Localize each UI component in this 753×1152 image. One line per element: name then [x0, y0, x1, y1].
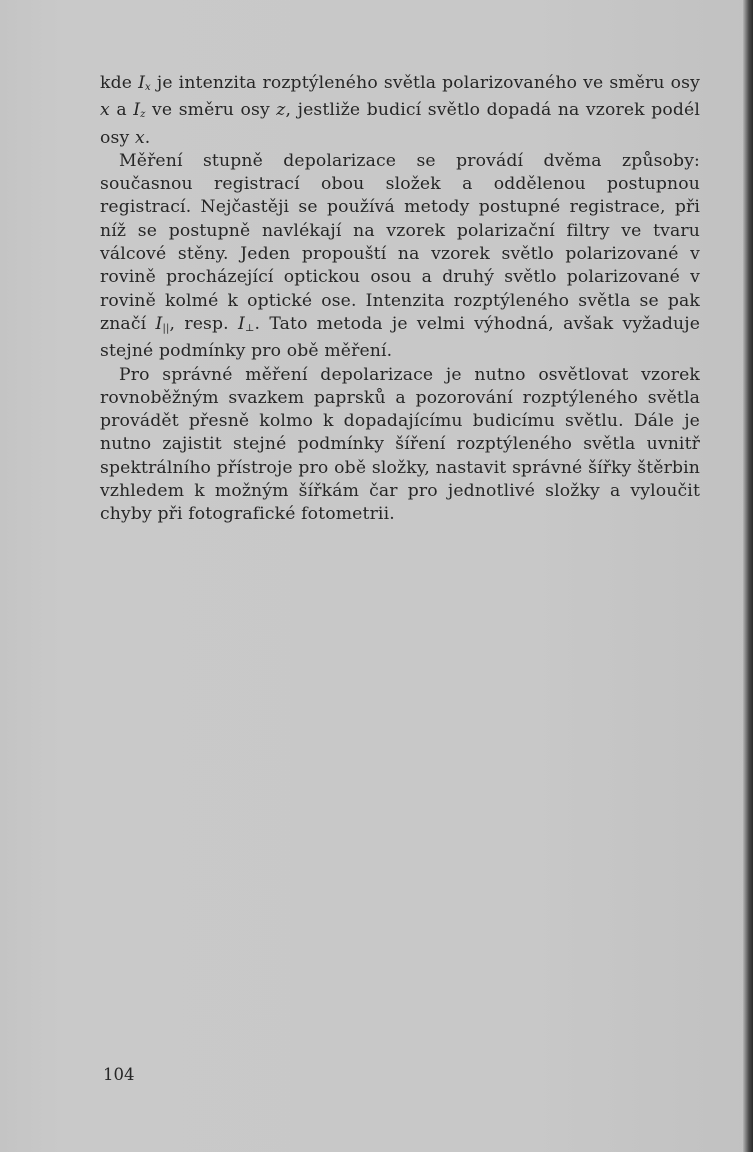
- text-run: a: [109, 100, 134, 121]
- variable: I: [155, 313, 163, 334]
- text-run: , resp.: [169, 313, 238, 334]
- text-run: , jestliže budicí světlo dopadá na vzorek podél osy: [100, 100, 700, 148]
- text-run: . Tato metoda je velmi výhodná, avšak vyžaduje stejné podmínky pro obě měření.: [100, 313, 701, 362]
- variable: I: [138, 73, 146, 93]
- subscript: ⊥: [244, 322, 255, 334]
- variable: I: [133, 100, 141, 121]
- variable: z: [276, 100, 286, 121]
- subscript: ||: [162, 322, 170, 334]
- paragraph-2: [100, 150, 700, 364]
- text-run: .: [144, 127, 151, 148]
- paragraph-1: [100, 72, 700, 150]
- text-run: ve směru osy: [145, 100, 277, 121]
- text-run: Měření stupně depolarizace se provádí dvěma způsoby: současnou registrací obou složek a oddělenou postupnou registrací. Nejčastěji se používá metody postupné registrace, při níž se postupně navlékají na vzorek polarizační filtry ve tvaru válcové stěny. Jeden propouští na vzorek světlo polarizované v rovině procházející optickou osou a druhý světlo polarizované v rovině kolmé k optické ose. Intenzita rozptýleného světla se pak značí: [100, 150, 700, 334]
- text-run: kde: [100, 73, 139, 93]
- paragraph-3: Pro správné měření depolarizace je nutno osvětlovat vzorek rovnoběžným svazkem paprsků a pozorování rozptýleného světla provádět přesně kolmo k dopadajícímu budicímu světlu. Dále je nutno zajistit stejné podmínky šíření rozptýleného světla uvnitř spektrálního přístroje pro obě složky, nastavit správné šířky štěrbin vzhledem k možným šířkám čar pro jednotlivé složky a vyloučit chyby při fotografické fotometrii.: [100, 364, 700, 525]
- variable: x: [100, 100, 110, 121]
- page-edge-shadow: [743, 0, 753, 1152]
- body-text: [100, 72, 700, 527]
- text-run: je intenzita rozptýleného světla polarizovaného ve směru osy: [150, 73, 701, 93]
- subscript: x: [145, 82, 151, 93]
- subscript: z: [140, 109, 146, 121]
- variable: I: [237, 313, 245, 334]
- page-number: 104: [103, 1065, 135, 1084]
- variable: x: [134, 127, 145, 148]
